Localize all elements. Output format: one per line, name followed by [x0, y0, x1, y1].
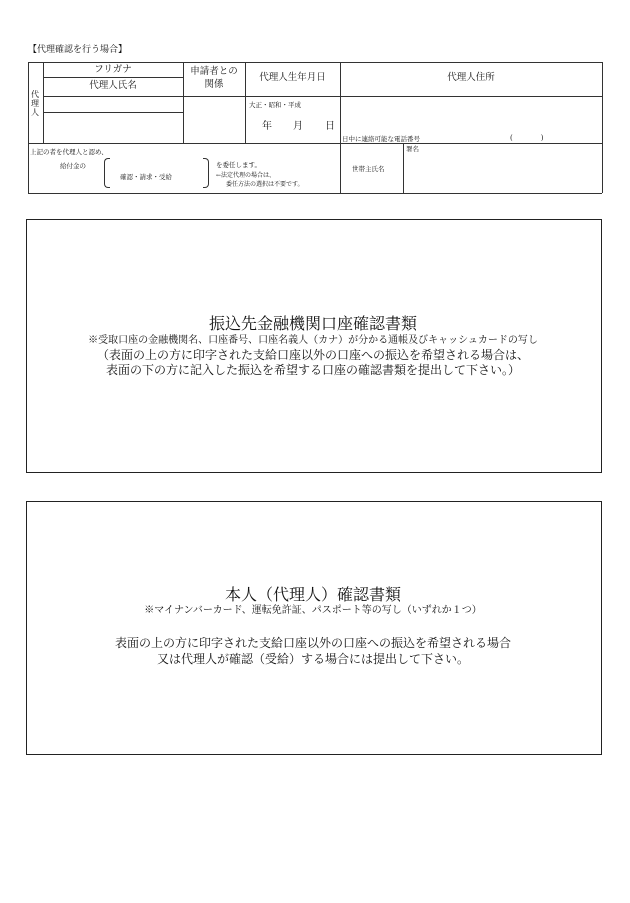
agent-table: [0, 0, 630, 200]
id-document-box: [26, 501, 602, 755]
householder-label: 世帯主氏名: [352, 165, 385, 173]
day-label: 日: [325, 121, 335, 132]
year-label: 年: [262, 121, 272, 132]
side-label-nin: 人: [31, 108, 39, 117]
era-options: 大正・昭和・平成: [249, 101, 301, 109]
legal-note-1: ←法定代理の場合は、: [216, 172, 276, 179]
id-box-line2: 表面の上の方に印字された支給口座以外の口座への振込を希望される場合: [114, 636, 511, 650]
entrust-label: を委任します。: [216, 161, 261, 169]
bank-box-line1: ※受取口座の金融機関名、口座番号、口座名義人（カナ）が分かる通帳及びキャッシュカードの写し: [88, 335, 538, 346]
id-box-title: 本人（代理人）確認書類: [224, 585, 401, 604]
bank-box-line3: 表面の下の方に記入した振込を希望する口座の確認書類を提出して下さい。）: [105, 363, 520, 377]
bracket-left: [104, 158, 110, 188]
bank-document-box: [26, 219, 602, 473]
bank-box-line2: （表面の上の方に印字された支給口座以外の口座への振込を希望される場合は、: [96, 348, 529, 362]
bracket-right: [203, 158, 209, 188]
delegation-actions: 確認・請求・受給: [120, 173, 172, 181]
legal-note-2: 委任方法の選択は不要です。: [226, 181, 304, 188]
relation-label-1: 申請者との: [190, 66, 238, 77]
delegation-intro: 上記の者を代理人と認め、: [30, 148, 108, 156]
id-box-line1: ※マイナンバーカード、運転免許証、パスポート等の写し（いずれか１つ）: [144, 605, 482, 616]
daytime-phone-label: 日中に連絡可能な電話番号: [342, 135, 420, 143]
furigana-label: フリガナ: [94, 64, 132, 75]
side-label-dai: 代: [31, 90, 39, 99]
relation-label-2: 関係: [204, 79, 224, 90]
side-label-ri: 理: [31, 99, 39, 108]
birthdate-header: 代理人生年月日: [259, 72, 326, 83]
id-box-line3: 又は代理人が確認（受給）する場合には提出して下さい。: [156, 652, 469, 666]
phone-parens: ( ): [510, 134, 544, 142]
bank-box-title: 振込先金融機関口座確認書類: [208, 314, 417, 333]
benefit-label: 給付金の: [60, 162, 86, 170]
agent-name-label: 代理人氏名: [89, 80, 137, 91]
section-heading: 【代理確認を行う場合】: [28, 45, 128, 55]
address-header: 代理人住所: [447, 72, 495, 83]
month-label: 月: [293, 121, 303, 132]
signature-label: 署名: [406, 145, 419, 153]
